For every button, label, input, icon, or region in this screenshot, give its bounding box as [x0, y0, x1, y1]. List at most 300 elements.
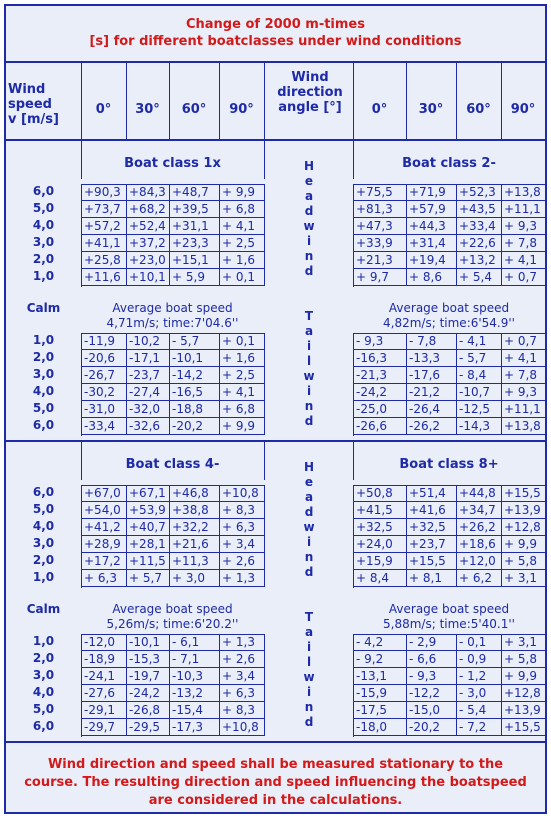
table-cell: +15,9 [353, 553, 407, 570]
table-cell: +15,5 [406, 553, 457, 570]
page-title [6, 16, 545, 50]
table-cell: -10,1 [126, 634, 170, 651]
footer-note [6, 756, 545, 810]
headwind-letter: d [304, 204, 314, 218]
table-cell: + 9,9 [219, 184, 265, 201]
table-cell: +11,1 [501, 201, 546, 218]
header-text: Wind [8, 82, 46, 97]
table-cell: +25,8 [81, 252, 127, 269]
table-cell: +15,5 [501, 719, 546, 736]
table-cell: + 9,7 [353, 269, 407, 286]
table-cell: - 9,2 [353, 651, 407, 668]
wind-speed-header [8, 82, 82, 127]
table-cell: - 5,7 [456, 350, 502, 367]
table-cell: +53,9 [126, 502, 170, 519]
table-cell: +57,2 [81, 218, 127, 235]
tailwind-letter: a [304, 625, 314, 639]
table-cell: + 4,1 [219, 384, 265, 401]
table-cell: +13,9 [501, 702, 546, 719]
average-speed-left [81, 301, 264, 331]
boat-class-title-left: Boat class 4- [125, 457, 220, 472]
table-cell: +40,7 [126, 519, 170, 536]
table-cell: -11,9 [81, 333, 127, 350]
table-cell: -12,0 [81, 634, 127, 651]
table-cell: +12,0 [456, 553, 502, 570]
table-cell: -10,3 [169, 668, 220, 685]
avg-line: Average boat speed [388, 301, 510, 315]
column-divider [456, 61, 457, 139]
table-cell: -10,7 [456, 384, 502, 401]
table-cell: +34,7 [456, 502, 502, 519]
divider [6, 61, 545, 63]
header-text: speed [8, 97, 52, 112]
table-cell: +11,3 [169, 553, 220, 570]
table-cell: + 5,7 [126, 570, 170, 587]
table-cell: - 4,2 [353, 634, 407, 651]
table-cell: - 7,2 [456, 719, 502, 736]
table-cell: + 2,6 [219, 651, 265, 668]
table-cell: -20,2 [406, 719, 457, 736]
column-divider [126, 61, 127, 139]
table-cell: +10,8 [219, 485, 265, 502]
column-divider [501, 61, 502, 139]
boat-class-title-right: Boat class 2- [402, 156, 496, 171]
tailwind-letter: l [306, 655, 312, 669]
headwind-label [289, 460, 329, 580]
table-cell: -15,0 [406, 702, 457, 719]
table-cell: -19,7 [126, 668, 170, 685]
table-cell: + 7,8 [501, 235, 546, 252]
table-cell: -23,7 [126, 367, 170, 384]
table-cell: +54,0 [81, 502, 127, 519]
wind-speed-value: 1,0 [32, 269, 55, 283]
table-cell: +67,0 [81, 485, 127, 502]
table-cell: - 7,8 [406, 333, 457, 350]
table-cell: + 9,9 [501, 536, 546, 553]
table-cell: -15,3 [126, 651, 170, 668]
wind-speed-value: 2,0 [32, 553, 55, 567]
avg-line: 5,88m/s; time:5'40.1'' [383, 617, 515, 631]
wind-speed-value: 6,0 [32, 418, 55, 432]
wind-direction-header [268, 70, 352, 115]
tailwind-label [289, 309, 329, 429]
table-cell: -17,5 [353, 702, 407, 719]
table-cell: -14,3 [456, 418, 502, 435]
table-cell: +23,3 [169, 235, 220, 252]
table-cell: + 6,2 [456, 570, 502, 587]
tailwind-letter: i [306, 640, 312, 654]
table-cell: +21,3 [353, 252, 407, 269]
average-speed-right [353, 301, 545, 331]
wind-speed-value: 2,0 [32, 252, 55, 266]
headwind-letter: n [304, 249, 314, 263]
table-cell: - 2,9 [406, 634, 457, 651]
table-cell: +11,6 [81, 269, 127, 286]
divider [6, 139, 545, 141]
table-cell: +75,5 [353, 184, 407, 201]
table-cell: + 6,3 [81, 570, 127, 587]
wind-speed-value: 1,0 [32, 333, 55, 347]
divider [6, 741, 545, 743]
wind-speed-value: 4,0 [32, 218, 55, 232]
tailwind-table-left [81, 333, 265, 436]
table-cell: -30,2 [81, 384, 127, 401]
table-cell: +68,2 [126, 201, 170, 218]
header-text: v [m/s] [8, 112, 59, 127]
table-cell: +84,3 [126, 184, 170, 201]
table-cell: +57,9 [406, 201, 457, 218]
wind-speed-value: 2,0 [32, 350, 55, 364]
table-cell: +41,2 [81, 519, 127, 536]
table-cell: - 4,1 [456, 333, 502, 350]
table-cell: - 7,1 [169, 651, 220, 668]
wind-speed-value: 5,0 [32, 401, 55, 415]
tailwind-letter: l [306, 354, 312, 368]
table-cell: +32,2 [169, 519, 220, 536]
wind-speed-value: 3,0 [32, 367, 55, 381]
table-cell: -15,9 [353, 685, 407, 702]
headwind-letter: H [303, 460, 315, 474]
table-cell: + 4,1 [501, 350, 546, 367]
headwind-letter: a [304, 490, 314, 504]
headwind-letter: e [304, 174, 314, 188]
table-cell: + 9,9 [219, 418, 265, 435]
table-cell: +32,5 [353, 519, 407, 536]
table-cell: +11,5 [126, 553, 170, 570]
wind-speed-value: 3,0 [32, 668, 55, 682]
table-cell: + 9,3 [501, 218, 546, 235]
table-cell: +17,2 [81, 553, 127, 570]
angle-header-left-0: 0° [95, 102, 112, 117]
table-cell: +47,3 [353, 218, 407, 235]
headwind-letter: w [303, 219, 315, 233]
divider [6, 440, 545, 442]
table-cell: +38,8 [169, 502, 220, 519]
table-cell: + 8,1 [406, 570, 457, 587]
wind-speed-value: 6,0 [32, 184, 55, 198]
headwind-letter: n [304, 550, 314, 564]
table-cell: + 5,8 [501, 553, 546, 570]
table-cell: - 0,1 [456, 634, 502, 651]
wind-speed-value: 5,0 [32, 502, 55, 516]
boat-class-title-right: Boat class 8+ [399, 457, 499, 472]
wind-speed-value: 3,0 [32, 235, 55, 249]
column-divider [353, 139, 354, 179]
tailwind-label [289, 610, 329, 730]
tailwind-table-right [353, 634, 546, 737]
table-cell: + 4,1 [501, 252, 546, 269]
angle-header-right-1: 30° [418, 102, 444, 117]
table-cell: - 9,3 [406, 668, 457, 685]
column-divider [264, 139, 265, 179]
table-cell: + 0,7 [501, 269, 546, 286]
tailwind-letter: w [303, 670, 315, 684]
table-cell: -21,3 [353, 367, 407, 384]
headwind-letter: i [306, 535, 312, 549]
wind-speed-value: 5,0 [32, 702, 55, 716]
wind-speed-value: 3,0 [32, 536, 55, 550]
table-cell: + 1,6 [219, 252, 265, 269]
headwind-letter: i [306, 234, 312, 248]
column-divider [169, 61, 170, 139]
table-cell: -18,0 [353, 719, 407, 736]
table-cell: +12,8 [501, 519, 546, 536]
angle-header-right-2: 60° [466, 102, 491, 117]
table-cell: -31,0 [81, 401, 127, 418]
table-cell: +31,1 [169, 218, 220, 235]
table-cell: +81,3 [353, 201, 407, 218]
table-cell: +33,4 [456, 218, 502, 235]
table-cell: -12,2 [406, 685, 457, 702]
table-cell: +67,1 [126, 485, 170, 502]
calm-label: Calm [26, 301, 61, 315]
table-cell: -32,6 [126, 418, 170, 435]
table-cell: - 6,1 [169, 634, 220, 651]
table-cell: +28,1 [126, 536, 170, 553]
avg-line: Average boat speed [112, 301, 233, 315]
table-cell: +13,9 [501, 502, 546, 519]
footer-line: course. The resulting direction and speed influencing the boatspeed [24, 775, 527, 790]
headwind-letter: d [304, 505, 314, 519]
wind-speed-value: 6,0 [32, 485, 55, 499]
table-cell: + 0,7 [501, 333, 546, 350]
avg-line: 4,82m/s; time:6'54.9'' [383, 316, 515, 330]
table-cell: +37,2 [126, 235, 170, 252]
angle-header-right-0: 0° [371, 102, 388, 117]
table-cell: -25,0 [353, 401, 407, 418]
table-cell: -15,4 [169, 702, 220, 719]
table-cell: +13,2 [456, 252, 502, 269]
footer-line: Wind direction and speed shall be measured stationary to the [47, 757, 504, 772]
table-cell: -10,2 [126, 333, 170, 350]
table-cell: +44,3 [406, 218, 457, 235]
table-cell: +48,7 [169, 184, 220, 201]
table-cell: +13,8 [501, 184, 546, 201]
table-cell: -13,3 [406, 350, 457, 367]
headwind-table-left [81, 184, 265, 287]
table-cell: + 8,3 [219, 502, 265, 519]
tailwind-table-left [81, 634, 265, 737]
table-cell: -20,2 [169, 418, 220, 435]
table-cell: -20,6 [81, 350, 127, 367]
table-cell: +73,7 [81, 201, 127, 218]
footer-line: are considered in the calculations. [148, 793, 403, 808]
headwind-table-left [81, 485, 265, 588]
table-cell: + 5,4 [456, 269, 502, 286]
tailwind-letter: i [306, 339, 312, 353]
table-cell: +32,5 [406, 519, 457, 536]
table-cell: + 9,9 [501, 668, 546, 685]
table-cell: -17,1 [126, 350, 170, 367]
tailwind-letter: d [304, 715, 314, 729]
table-cell: -21,2 [406, 384, 457, 401]
table-cell: -24,2 [126, 685, 170, 702]
headwind-letter: a [304, 189, 314, 203]
table-cell: -32,0 [126, 401, 170, 418]
header-text: angle [°] [278, 100, 342, 115]
angle-header-right-3: 90° [510, 102, 536, 117]
table-cell: + 2,6 [219, 553, 265, 570]
headwind-letter: H [303, 159, 315, 173]
title-line-1: Change of 2000 m-times [185, 17, 365, 32]
tailwind-letter: w [303, 369, 315, 383]
table-cell: + 5,8 [501, 651, 546, 668]
table-cell: + 6,3 [219, 519, 265, 536]
table-cell: +44,8 [456, 485, 502, 502]
table-cell: - 5,7 [169, 333, 220, 350]
table-cell: -26,8 [126, 702, 170, 719]
avg-line: 5,26m/s; time:6'20.2'' [106, 617, 239, 631]
table-cell: +41,6 [406, 502, 457, 519]
table-cell: -27,6 [81, 685, 127, 702]
table-cell: +24,0 [353, 536, 407, 553]
header-text: direction [277, 85, 343, 100]
table-cell: +18,6 [456, 536, 502, 553]
table-cell: +10,1 [126, 269, 170, 286]
table-cell: - 0,9 [456, 651, 502, 668]
table-cell: - 8,4 [456, 367, 502, 384]
table-cell: + 3,4 [219, 668, 265, 685]
table-cell: +50,8 [353, 485, 407, 502]
table-cell: +31,4 [406, 235, 457, 252]
table-cell: +28,9 [81, 536, 127, 553]
table-cell: +13,8 [501, 418, 546, 435]
table-cell: +10,8 [219, 719, 265, 736]
boat-class-title-left: Boat class 1x [124, 156, 221, 171]
column-divider [353, 440, 354, 480]
table-cell: +41,1 [81, 235, 127, 252]
table-cell: -29,7 [81, 719, 127, 736]
table-cell: + 3,0 [169, 570, 220, 587]
table-cell: -29,5 [126, 719, 170, 736]
table-cell: +11,1 [501, 401, 546, 418]
table-cell: + 6,8 [219, 201, 265, 218]
headwind-label [289, 159, 329, 279]
table-cell: - 6,6 [406, 651, 457, 668]
table-cell: +33,9 [353, 235, 407, 252]
table-cell: + 2,5 [219, 367, 265, 384]
table-cell: -14,2 [169, 367, 220, 384]
table-cell: -13,1 [353, 668, 407, 685]
avg-line: Average boat speed [388, 602, 510, 616]
table-cell: +23,7 [406, 536, 457, 553]
table-cell: - 3,0 [456, 685, 502, 702]
table-cell: -26,4 [406, 401, 457, 418]
column-divider [81, 139, 82, 179]
table-cell: +21,6 [169, 536, 220, 553]
wind-speed-value: 1,0 [32, 570, 55, 584]
table-cell: -17,3 [169, 719, 220, 736]
column-divider [264, 440, 265, 480]
table-cell: -18,8 [169, 401, 220, 418]
headwind-letter: d [304, 565, 314, 579]
table-cell: -16,3 [353, 350, 407, 367]
table-cell: -26,7 [81, 367, 127, 384]
wind-speed-value: 1,0 [32, 634, 55, 648]
table-cell: +46,8 [169, 485, 220, 502]
table-cell: +15,1 [169, 252, 220, 269]
headwind-letter: d [304, 264, 314, 278]
table-cell: +90,3 [81, 184, 127, 201]
table-cell: -26,2 [406, 418, 457, 435]
table-cell: + 8,6 [406, 269, 457, 286]
wind-speed-value: 4,0 [32, 384, 55, 398]
average-speed-right [353, 602, 545, 632]
tailwind-letter: n [304, 399, 314, 413]
table-cell: +15,5 [501, 485, 546, 502]
headwind-letter: w [303, 520, 315, 534]
avg-line: 4,71m/s; time:7'04.6'' [106, 316, 239, 330]
table-cell: -12,5 [456, 401, 502, 418]
title-line-2: [s] for different boatclasses under wind conditions [89, 34, 462, 49]
table-cell: + 8,3 [219, 702, 265, 719]
column-divider [81, 440, 82, 480]
angle-header-left-1: 30° [135, 102, 160, 117]
table-cell: -13,2 [169, 685, 220, 702]
table-cell: -10,1 [169, 350, 220, 367]
column-divider [264, 61, 265, 139]
table-cell: +22,6 [456, 235, 502, 252]
angle-header-left-2: 60° [181, 102, 207, 117]
table-cell: -24,2 [353, 384, 407, 401]
headwind-table-right [353, 184, 546, 287]
table-cell: -16,5 [169, 384, 220, 401]
table-cell: + 3,4 [219, 536, 265, 553]
table-cell: +12,8 [501, 685, 546, 702]
headwind-letter: e [304, 475, 314, 489]
table-cell: + 1,3 [219, 634, 265, 651]
table-cell: -24,1 [81, 668, 127, 685]
table-cell: -33,4 [81, 418, 127, 435]
wind-speed-value: 6,0 [32, 719, 55, 733]
table-cell: -26,6 [353, 418, 407, 435]
wind-speed-value: 2,0 [32, 651, 55, 665]
table-cell: + 8,4 [353, 570, 407, 587]
tailwind-table-right [353, 333, 546, 436]
avg-line: Average boat speed [112, 602, 233, 616]
tailwind-letter: d [304, 414, 314, 428]
table-cell: +71,9 [406, 184, 457, 201]
table-cell: - 9,3 [353, 333, 407, 350]
table-cell: + 3,1 [501, 634, 546, 651]
tailwind-letter: a [304, 324, 314, 338]
wind-speed-value: 4,0 [32, 685, 55, 699]
table-cell: + 6,3 [219, 685, 265, 702]
wind-speed-value: 4,0 [32, 519, 55, 533]
table-cell: +23,0 [126, 252, 170, 269]
tailwind-letter: i [306, 384, 312, 398]
wind-speed-value: 5,0 [32, 201, 55, 215]
column-divider [353, 61, 354, 139]
table-cell: + 1,3 [219, 570, 265, 587]
table-cell: +52,3 [456, 184, 502, 201]
headwind-table-right [353, 485, 546, 588]
table-cell: + 6,8 [219, 401, 265, 418]
table-cell: + 5,9 [169, 269, 220, 286]
table-cell: +52,4 [126, 218, 170, 235]
table-cell: +39,5 [169, 201, 220, 218]
chart-sheet [4, 4, 547, 814]
table-cell: + 3,1 [501, 570, 546, 587]
table-cell: +26,2 [456, 519, 502, 536]
table-cell: - 5,4 [456, 702, 502, 719]
table-cell: + 9,3 [501, 384, 546, 401]
angle-header-left-3: 90° [229, 102, 254, 117]
tailwind-letter: n [304, 700, 314, 714]
table-cell: + 7,8 [501, 367, 546, 384]
calm-label: Calm [26, 602, 61, 616]
table-cell: + 4,1 [219, 218, 265, 235]
